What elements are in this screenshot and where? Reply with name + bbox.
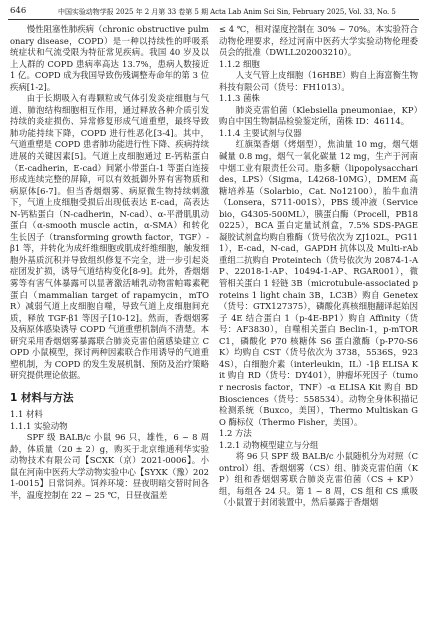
animals-paragraph-continued: ≤ 4 ℃，相对湿度控制在 30% ~ 70%。本实验符合动物伦理要求，经过河南中医药大学实验动物伦理委员会的批准（DWLL202003210）。 [219,24,418,58]
subsection-heading-reagents: 1.1.4 主要试剂与仪器 [219,127,302,138]
intro-paragraph-1: 慢性阻塞性肺疾病（chronic obstructive pulmonary disease，COPD）是一种以持续性的呼吸系统症状和气流受限为特征常见疾病。我国 40 岁及以上人群的 COPD 患病率高达 13.7%，患病人数接近 1 亿。COPD 成为我国导致伤残调整寿命年的第 3 位疾病[1-2]。 [10,24,209,92]
header-rule [8,19,419,20]
reagents-paragraph: 红旗渠香烟（烤烟型），焦油量 10 mg，烟气烟碱量 0.8 mg，烟气一氧化碳量 12 mg，生产于河南中烟工业有限责任公司。脂多糖（lipopolysaccharides，LPS）（Sigma，L4268-10MG），DMEM 高糖培养基（Solarbio，Cat. No12100），胎牛血清（Lonsera，S711-001S），PBS 缓冲液（Servicebio，G4305-500ML），胰蛋白酶（Procell，PB180225），BCA 蛋白定量试剂盒，7.5% SDS-PAGE 凝胶试剂盒均购自雅酶（货号依次为 ZJ102L，PG111），E-cad，N-cad，GAPDH 抗体以及 Multi-rAb 重组二抗购自 Proteintech（货号依次为 20874-1-AP、22018-1-AP、10494-1-AP、RGAR001），微管相关蛋白 1 轻链 3B（microtubule-associated proteins 1 light chain 3B，LC3B）购自 Genetex（货号：GTX127375），磷酸化真核细胞翻译起始因子 4E 结合蛋白 1（p-4E-BP1）购自 Affinity（货号：AF3830），自噬相关蛋白 Beclin-1，p-mTORC1，磷酸化 P70 核糖体 S6 蛋白激酶（p-P70-S6K）均购自 CST（货号依次为 3738，5536S，9234S），白细胞介素（interleukin，IL）-1β ELISA Kit 购自 RD（货号：DY401），肿瘤坏死因子（tumor necrosis factor，TNF）-α ELISA Kit 购自 BD Biosciences（货号：558534）。动物全身体积描记检测系统（Buxco，美国），Thermo Multiskan GO 酶标仪（Thermo Fisher，美国）。 [219,139,418,427]
subsection-heading-model-grouping: 1.2.1 动物模型建立与分组 [219,439,319,450]
model-grouping-paragraph: 将 96 只 SPF 级 BALB/c 小鼠随机分为对照（Control）组、香烟烟雾（CS）组、肺炎克雷伯菌（KP）组和香烟烟雾联合肺炎克雷伯菌（CS + KP）组，每组各 24 只。第 1 ~ 8 周，CS 组和 CS 熏吸（小鼠置于封闭装置中，然后暴露于香烟烟 [219,451,418,508]
page-number: 646 [10,6,27,16]
intro-paragraph-2: 由于长期吸入有毒颗粒或气体引发炎症细胞与气道、肺泡结构细胞相互作用，通过释放各种介质引发持续的炎症损伤、异常修复形成气道重塑，最终导致肺功能持续下降，COPD 进行性恶化[3-4]。其中，气道重塑是 COPD 患者肺功能进行性下降、疾病持续进展的关键因素[5]。气道上皮细胞通过 E-钙粘蛋白（E-cadherin，E-cad）间紧小带蛋白-1 等蛋白连接形成连续完整的屏障，可以有效抵御外界有害物质和病原体[6-7]。但当香烟烟雾、病原微生物持续刺激下，气道上皮细胞受损后出现低表达 E-cad，高表达 N-钙粘蛋白（N-cadherin，N-cad）、α-平滑肌肌动蛋白（α-smooth muscle actin，α-SMA）和转化生长因子（transforming growth factor，TGF）-β1 等，并转化为成纤维细胞或肌成纤维细胞，触发细胞外基质沉积并导致组织修复不完全，进一步引起炎症团发扩损，诱导气道结构变化[8-9]。此外，香烟烟雾等有害气体暴露可以显著激活哺乳动物雷帕霉素靶蛋白（mammalian target of rapamycin，mTOR）减弱气道上皮细胞自噬，导致气道上皮细胞间充质，释放 TGF-β1 等因子[10-12]。然而，香烟烟雾及病原体感染诱导 COPD 气道重塑机制尚不清楚。本研究采用香烟烟雾暴露联合肺炎克雷伯菌感染建立 COPD 小鼠模型，探讨两种因素联合作用诱导的气道重塑机制，为 COPD 的发生发展机制、预防及治疗策略研究提供理论依据。 [10,93,209,381]
journal-running-title: 中国实验动物学报 2025 年 2 月第 33 卷第 5 期 Acta Lab Anim Sci Sin, February 2025, Vol. 33, No. 5 [58,7,396,16]
subsection-heading-materials: 1.1 材料 [10,408,43,419]
left-column [10,24,209,501]
animals-paragraph: SPF 级 BALB/c 小鼠 96 只，雄性，6 ~ 8 周龄，体质量（20 ± 2）g，购买于北京维通利华实验动物技术有限公司【SCXK（京）2021-0006】。小鼠在河南中医药大学动物实验中心【SYXK（豫）2021-0015】日常饲养。饲养环境：昼夜明暗交替时间各半，温度控制在 22 ~ 25 ℃，日昼夜温差 [10,432,209,500]
right-column [219,24,418,509]
subsection-heading-strain: 1.1.3 菌株 [219,93,260,104]
strain-paragraph: 肺炎克雷伯菌（Klebsiella pneumoniae，KP）购自中国生物制品检验鉴定所，菌株 ID：46114。 [219,104,418,127]
subsection-heading-cells: 1.1.2 细胞 [219,58,260,69]
subsection-heading-methods: 1.2 方法 [219,428,252,439]
section-heading-materials-methods: 1 材料与方法 [10,391,74,404]
subsection-heading-animals: 1.1.1 实验动物 [10,420,68,431]
page-header [0,0,427,22]
cells-paragraph: 人支气管上皮细胞（16HBE）购自上海富衡生物科技有限公司（货号：FH1013）。 [219,70,418,92]
